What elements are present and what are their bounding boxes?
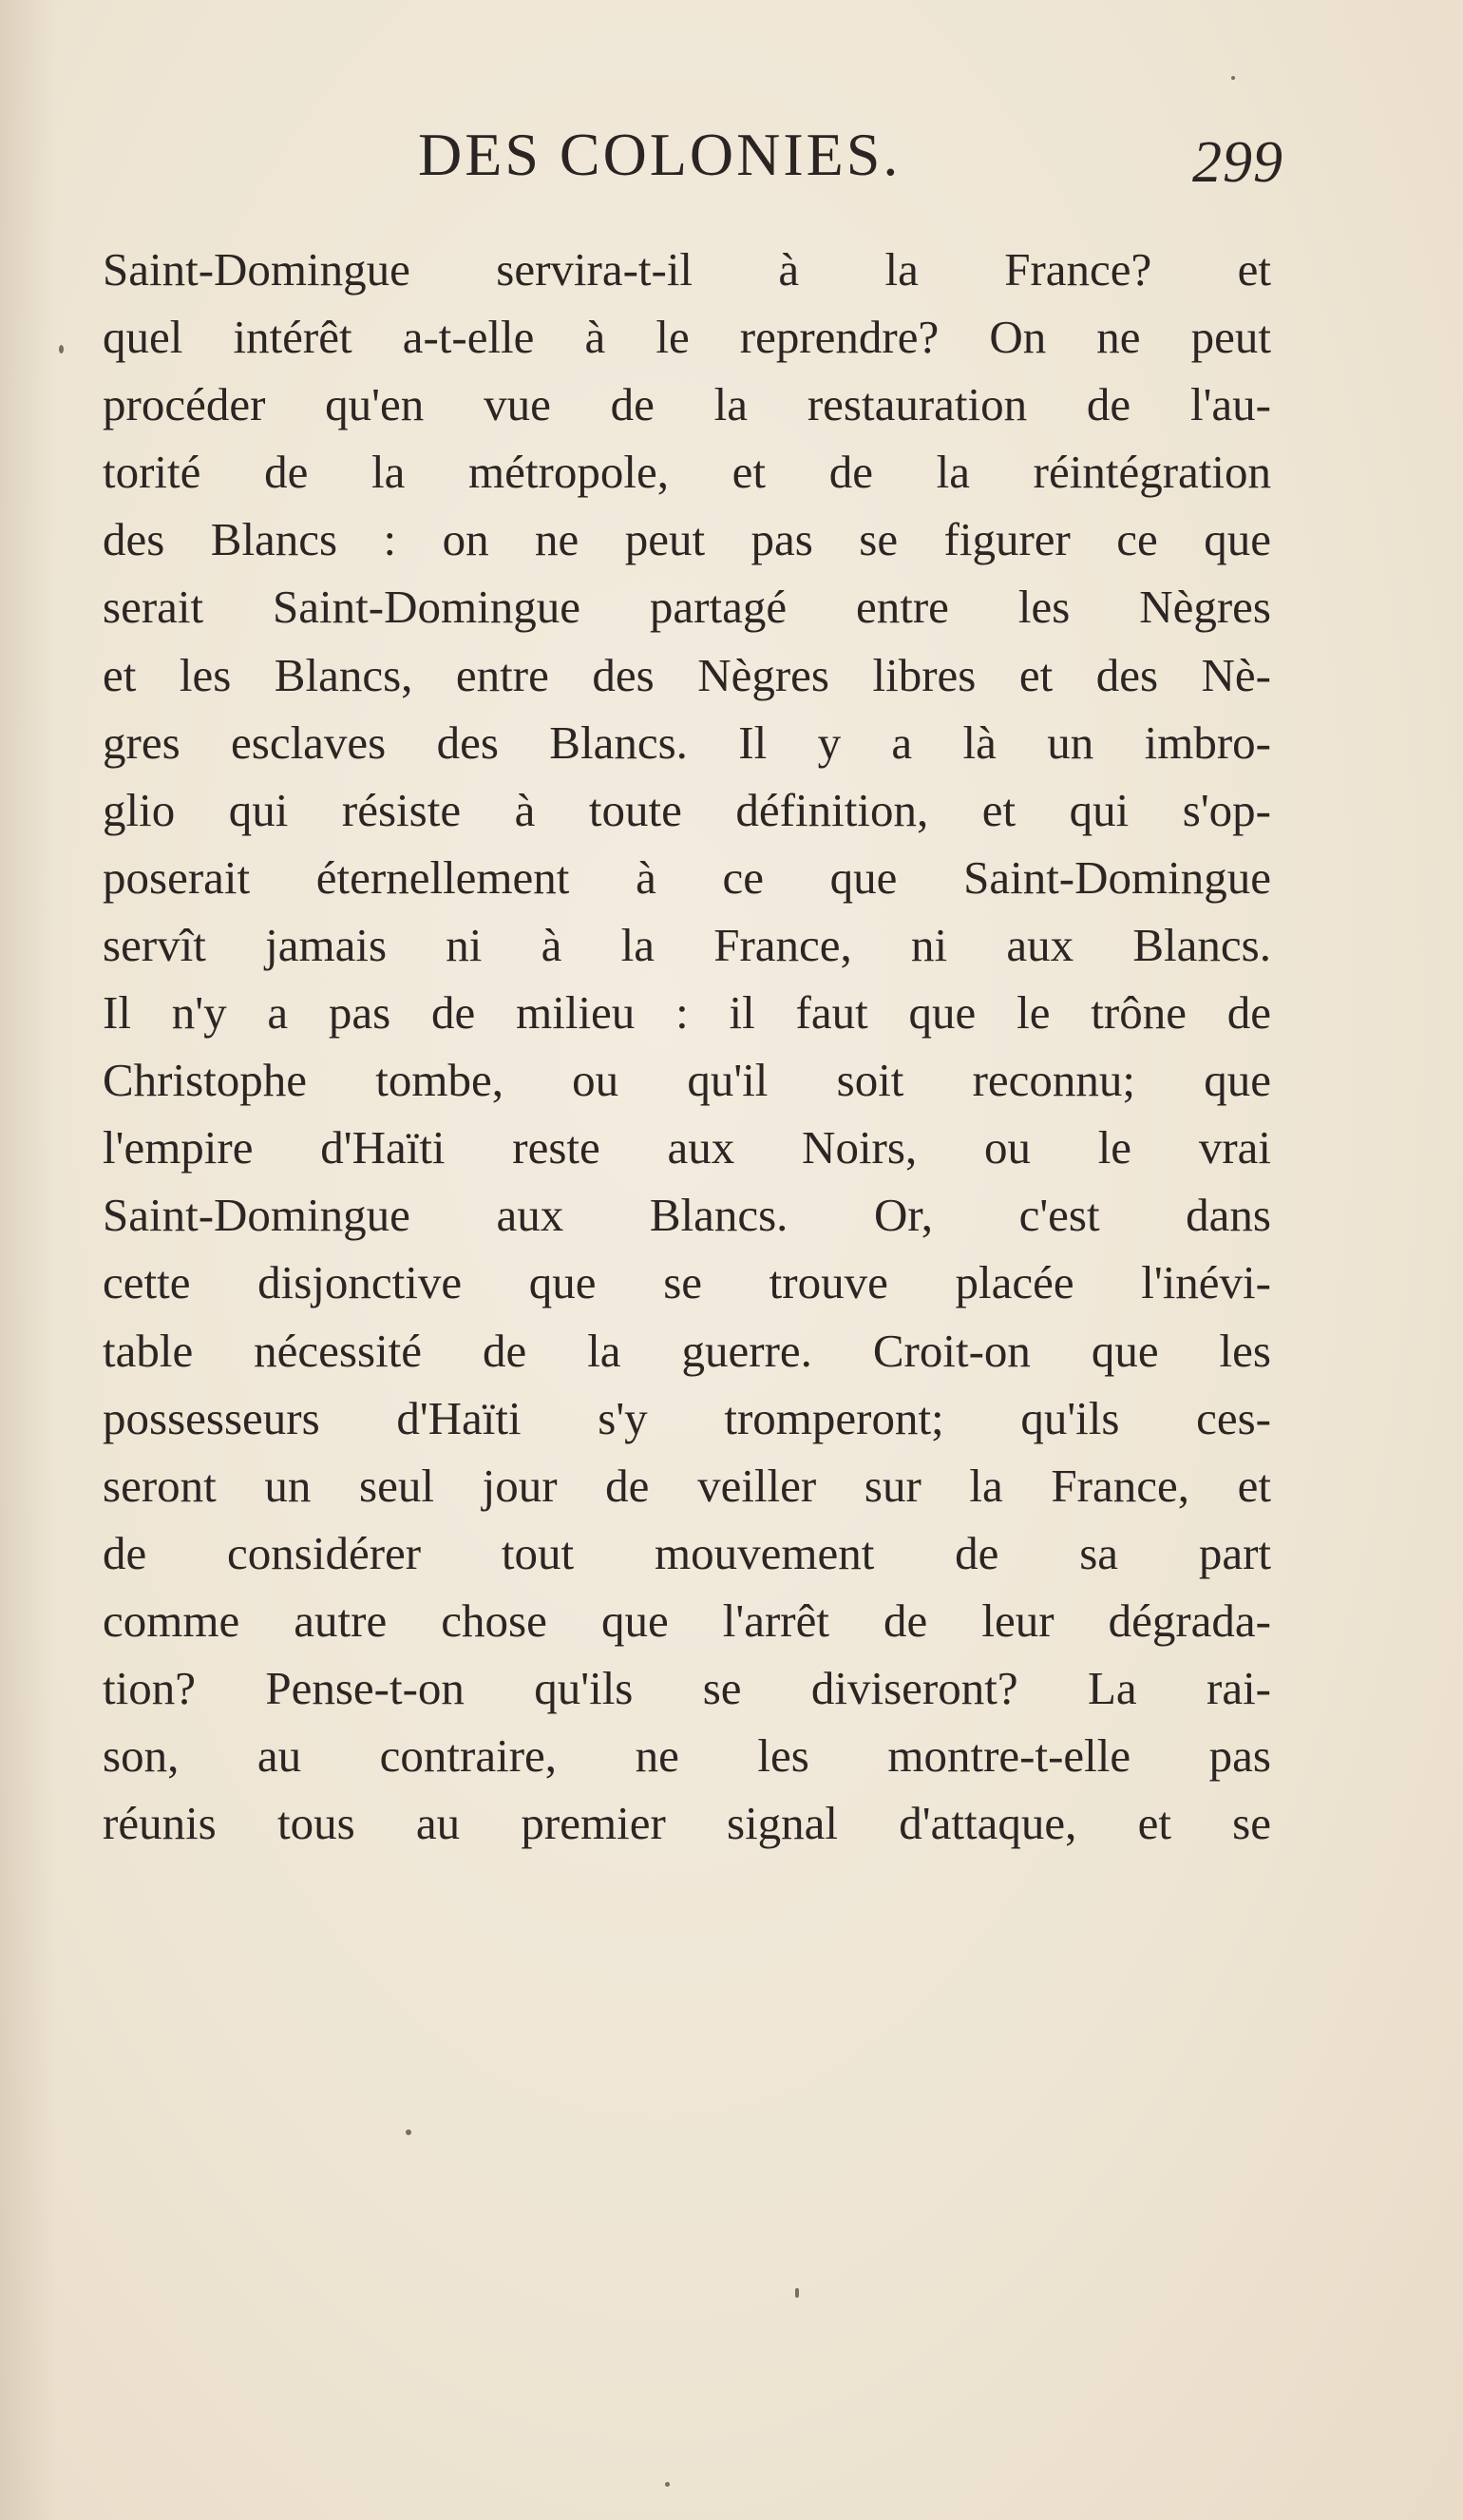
paper-speck: [1231, 76, 1235, 80]
page-header: [95, 112, 1330, 198]
text-line: quel intérêt a-t-elle à le reprendre? On ne peut: [103, 311, 1271, 364]
text-line: tion? Pense-t-on qu'ils se diviseront? La rai-: [103, 1661, 1271, 1714]
text-line: gres esclaves des Blancs. Il y a là un imbro-: [103, 716, 1271, 769]
text-line: comme autre chose que l'arrêt de leur dégrada-: [103, 1594, 1271, 1647]
paper-speck: [406, 2129, 411, 2135]
text-line: torité de la métropole, et de la réintégration: [103, 446, 1271, 499]
body-text: [103, 236, 1271, 1857]
text-line: procéder qu'en vue de la restauration de l'au-: [103, 378, 1271, 431]
text-line: servît jamais ni à la France, ni aux Blancs.: [103, 918, 1271, 971]
text-line: Il n'y a pas de milieu : il faut que le trône de: [103, 986, 1271, 1040]
running-title: DES COLONIES.: [418, 121, 902, 188]
text-line: des Blancs : on ne peut pas se figurer ce que: [103, 513, 1271, 566]
text-line: table nécessité de la guerre. Croit-on que les: [103, 1324, 1271, 1377]
text-line: et les Blancs, entre des Nègres libres et des Nè-: [103, 648, 1271, 701]
text-line: son, au contraire, ne les montre-t-elle pas: [103, 1729, 1271, 1783]
page-gutter-shadow: [0, 0, 57, 2520]
text-line: possesseurs d'Haïti s'y tromperont; qu'ils ces-: [103, 1391, 1271, 1444]
paper-speck: [795, 2288, 799, 2298]
paper-speck: [59, 345, 64, 353]
text-line: poserait éternellement à ce que Saint-Domingue: [103, 850, 1271, 904]
text-line: réunis tous au premier signal d'attaque, et se: [103, 1797, 1271, 1850]
text-line: seront un seul jour de veiller sur la France, et: [103, 1459, 1271, 1512]
text-line: Christophe tombe, ou qu'il soit reconnu; que: [103, 1054, 1271, 1107]
text-line: serait Saint-Domingue partagé entre les Nègres: [103, 581, 1271, 634]
text-line: de considérer tout mouvement de sa part: [103, 1526, 1271, 1579]
paper-speck: [665, 2482, 670, 2487]
text-line: l'empire d'Haïti reste aux Noirs, ou le vrai: [103, 1121, 1271, 1174]
text-line: glio qui résiste à toute définition, et qui s'op-: [103, 783, 1271, 836]
page-number: 299: [1192, 130, 1283, 195]
text-line: Saint-Domingue servira-t-il à la France? et: [103, 243, 1271, 296]
text-line: cette disjonctive que se trouve placée l'inévi-: [103, 1256, 1271, 1309]
text-line: Saint-Domingue aux Blancs. Or, c'est dans: [103, 1189, 1271, 1242]
